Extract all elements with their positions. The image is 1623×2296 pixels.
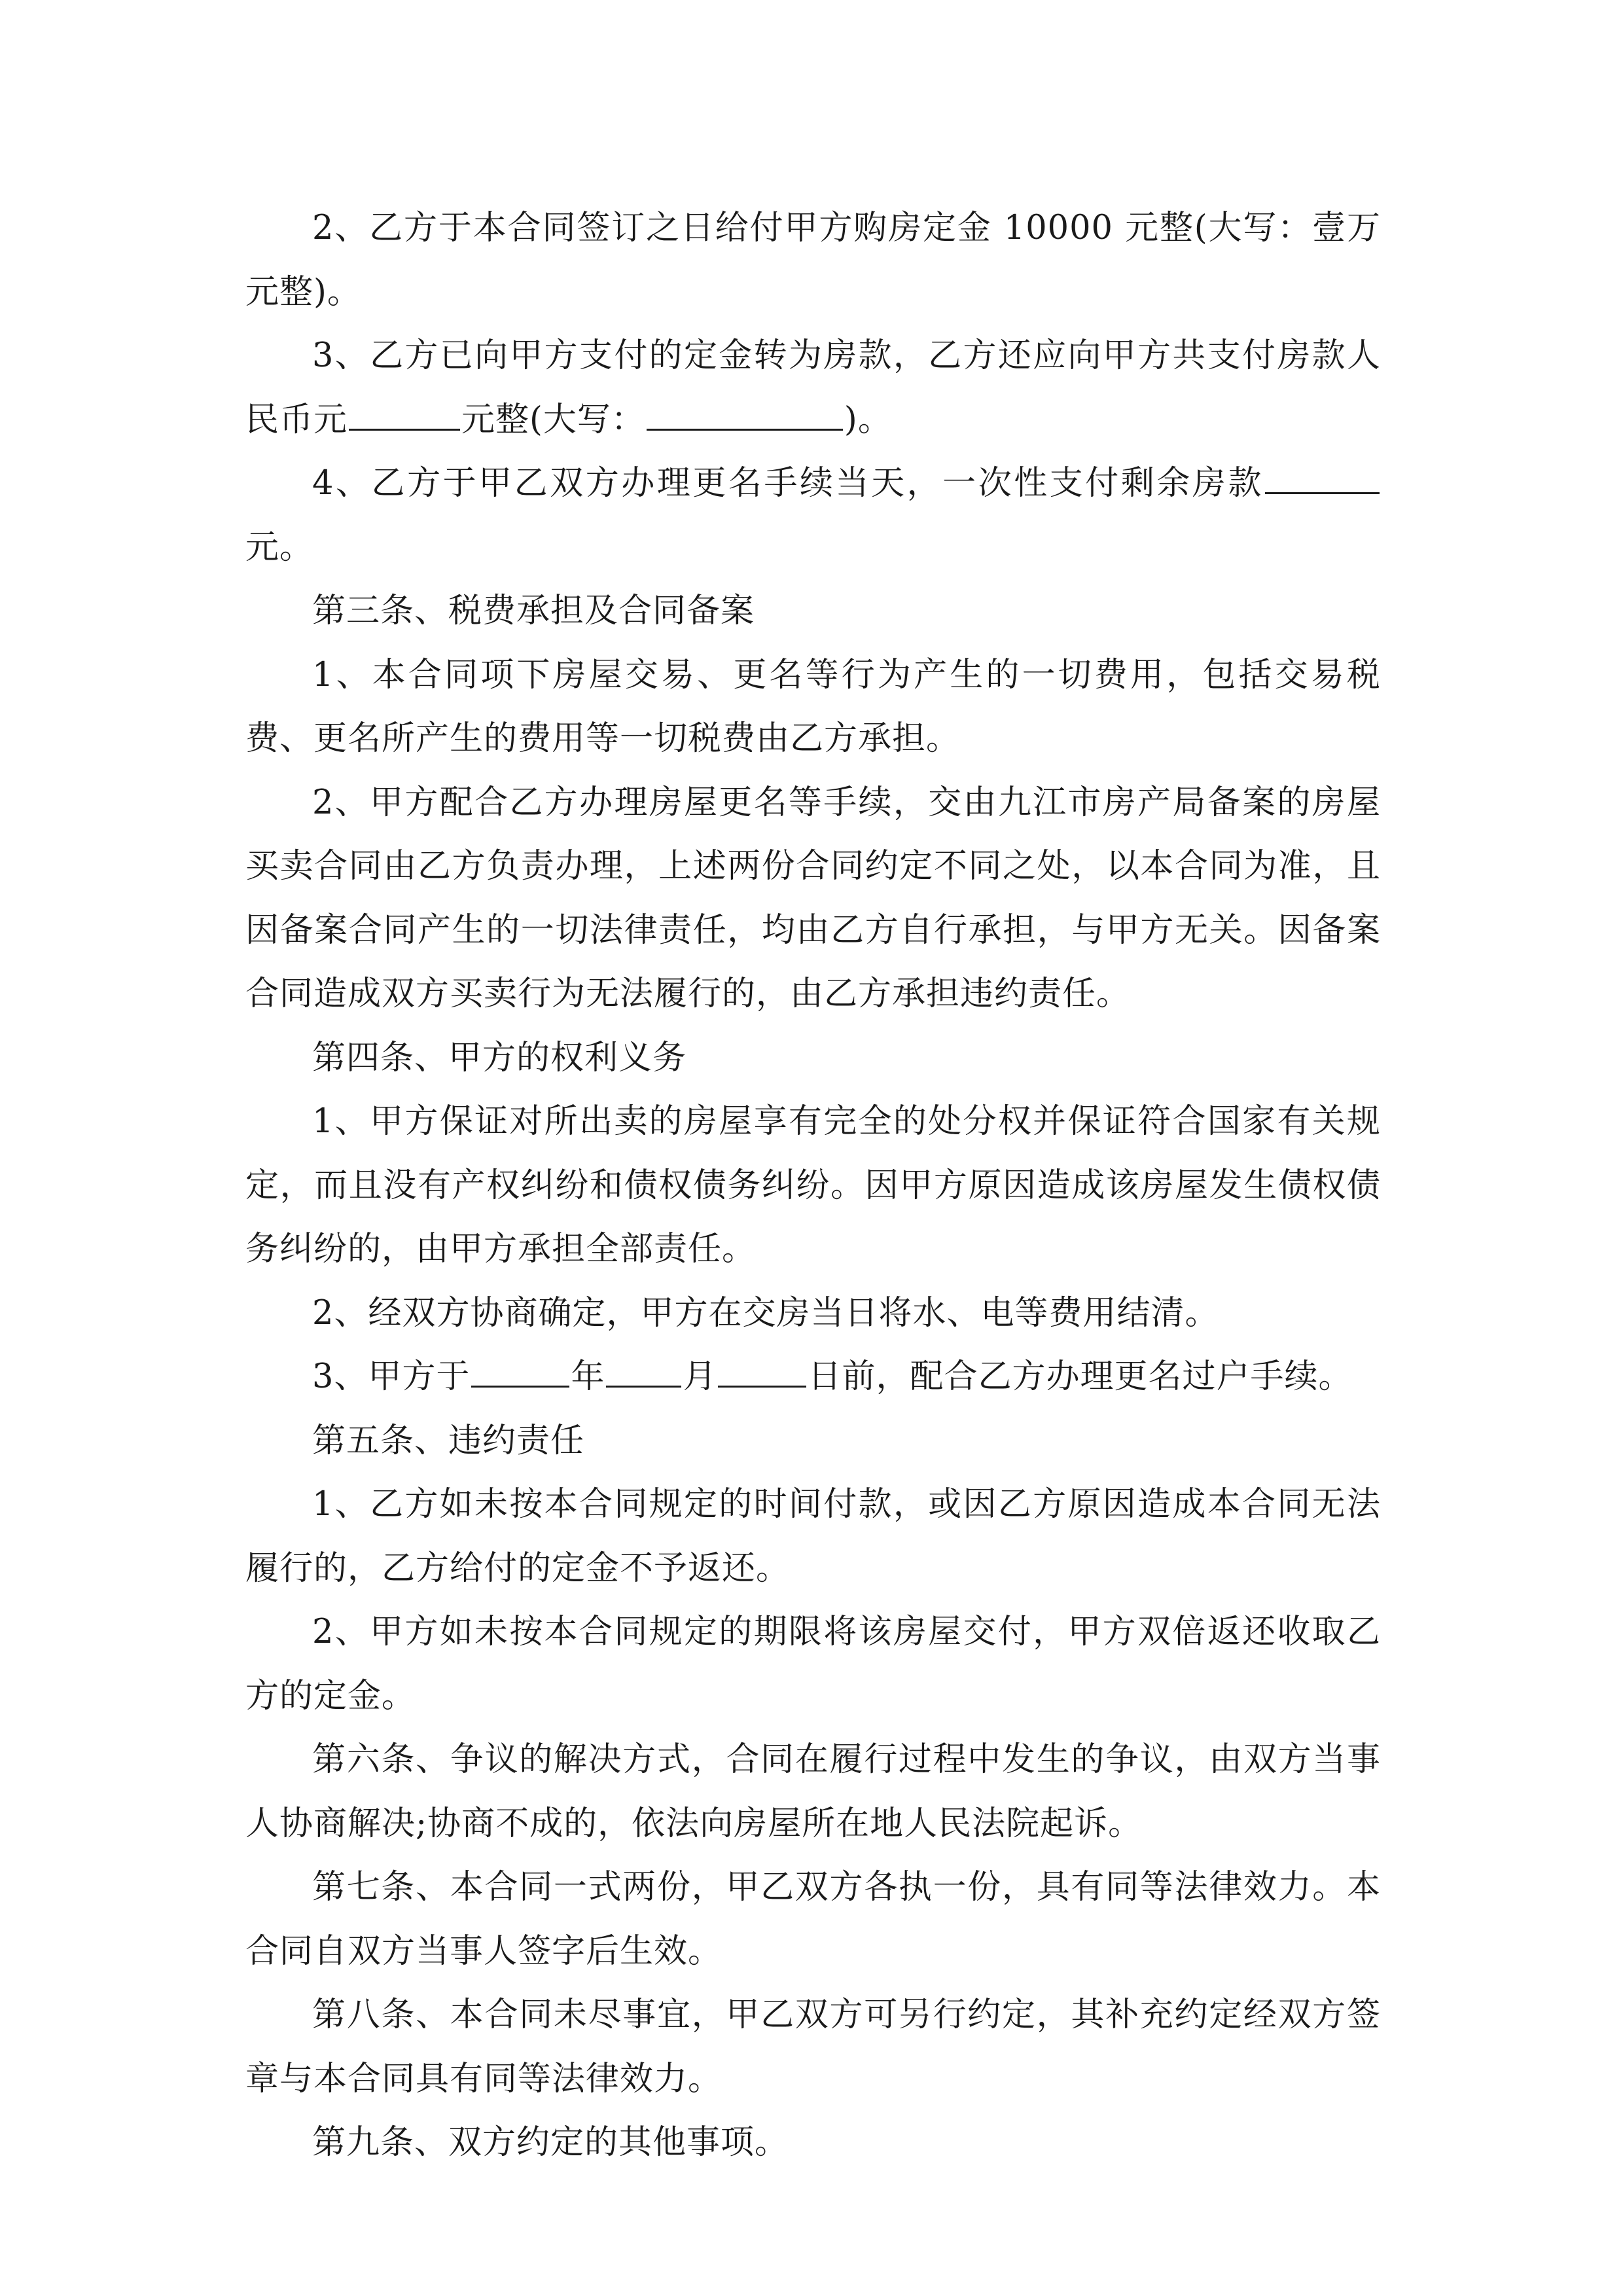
contract-body	[245, 196, 1381, 2175]
article-7-copies	[245, 1856, 1381, 1983]
paragraph-text: 3、甲方于	[312, 1357, 471, 1396]
clause-filing	[245, 771, 1381, 1026]
paragraph-text: 4、乙方于甲乙双方办理更名手续当天，一次性支付剩余房款	[312, 464, 1264, 503]
article-8-supplement	[245, 1983, 1381, 2111]
clause-remaining-payment	[245, 452, 1381, 579]
paragraph-text: 第七条、本合同一式两份，甲乙双方各执一份，具有同等法律效力。本合同自双方当事人签字后生效。	[245, 1868, 1381, 1971]
paragraph-text: 第九条、双方约定的其他事项。	[312, 2123, 789, 2162]
paragraph-text: 1、本合同项下房屋交易、更名等行为产生的一切费用，包括交易税费、更名所产生的费用等一切税费由乙方承担。	[245, 655, 1381, 758]
clause-taxes	[245, 643, 1381, 771]
clause-seller-breach	[245, 1600, 1381, 1728]
paragraph-text: 月	[683, 1357, 717, 1396]
paragraph-text: 年	[571, 1357, 605, 1396]
amount-blank	[349, 399, 460, 431]
clause-deposit	[245, 196, 1381, 324]
paragraph-text: 1、甲方保证对所出卖的房屋享有完全的处分权并保证符合国家有关规定，而且没有产权纠纷和债权债务纠纷。因甲方原因造成该房屋发生债权债务纠纷的，由甲方承担全部责任。	[245, 1102, 1381, 1268]
clause-seller-guarantee	[245, 1090, 1381, 1282]
article-5-heading	[245, 1409, 1381, 1473]
section-heading: 第五条、违约责任	[312, 1421, 585, 1460]
day-blank	[718, 1355, 806, 1388]
paragraph-text: 2、甲方如未按本合同规定的期限将该房屋交付，甲方双倍返还收取乙方的定金。	[245, 1613, 1381, 1715]
section-heading: 第四条、甲方的权利义务	[312, 1038, 687, 1077]
paragraph-text: 1、乙方如未按本合同规定的时间付款，或因乙方原因造成本合同无法履行的，乙方给付的定金不予返还。	[245, 1485, 1381, 1588]
paragraph-text: 日前，配合乙方办理更名过户手续。	[808, 1357, 1353, 1396]
paragraph-text: 2、经双方协商确定，甲方在交房当日将水、电等费用结清。	[312, 1293, 1219, 1333]
year-blank	[471, 1355, 569, 1388]
paragraph-text: 3、乙方已向甲方支付的定金转为房款，乙方还应向甲方共支付房款人民币元	[245, 336, 1381, 439]
month-blank	[606, 1355, 681, 1388]
paragraph-text: 元。	[245, 528, 314, 567]
clause-buyer-breach	[245, 1473, 1381, 1600]
paragraph-text: 第六条、争议的解决方式，合同在履行过程中发生的争议，由双方当事人协商解决;协商不成的，依法向房屋所在地人民法院起诉。	[245, 1740, 1381, 1843]
paragraph-text: )。	[844, 400, 892, 439]
article-6-dispute	[245, 1728, 1381, 1856]
remaining-amount-blank	[1265, 462, 1380, 494]
clause-deposit-to-payment	[245, 324, 1381, 452]
paragraph-text: 第八条、本合同未尽事宜，甲乙双方可另行约定，其补充约定经双方签章与本合同具有同等法律效力。	[245, 1996, 1381, 2098]
article-9-other	[245, 2111, 1381, 2175]
section-heading: 第三条、税费承担及合同备案	[312, 592, 755, 630]
clause-transfer-date	[245, 1345, 1381, 1409]
paragraph-text: 2、甲方配合乙方办理房屋更名等手续，交由九江市房产局备案的房屋买卖合同由乙方负责办理，上述两份合同约定不同之处，以本合同为准，且因备案合同产生的一切法律责任，均由乙方自行承担，与甲方无关。因备案合同造成双方买卖行为无法履行的，由乙方承担违约责任。	[245, 783, 1381, 1013]
article-3-heading	[245, 579, 1381, 643]
paragraph-text: 元整(大写：	[461, 400, 645, 439]
paragraph-text: 2、乙方于本合同签订之日给付甲方购房定金 10000 元整(大写：壹万元整)。	[245, 209, 1381, 312]
amount-uppercase-blank	[647, 399, 843, 431]
clause-utilities	[245, 1282, 1381, 1346]
article-4-heading	[245, 1026, 1381, 1090]
